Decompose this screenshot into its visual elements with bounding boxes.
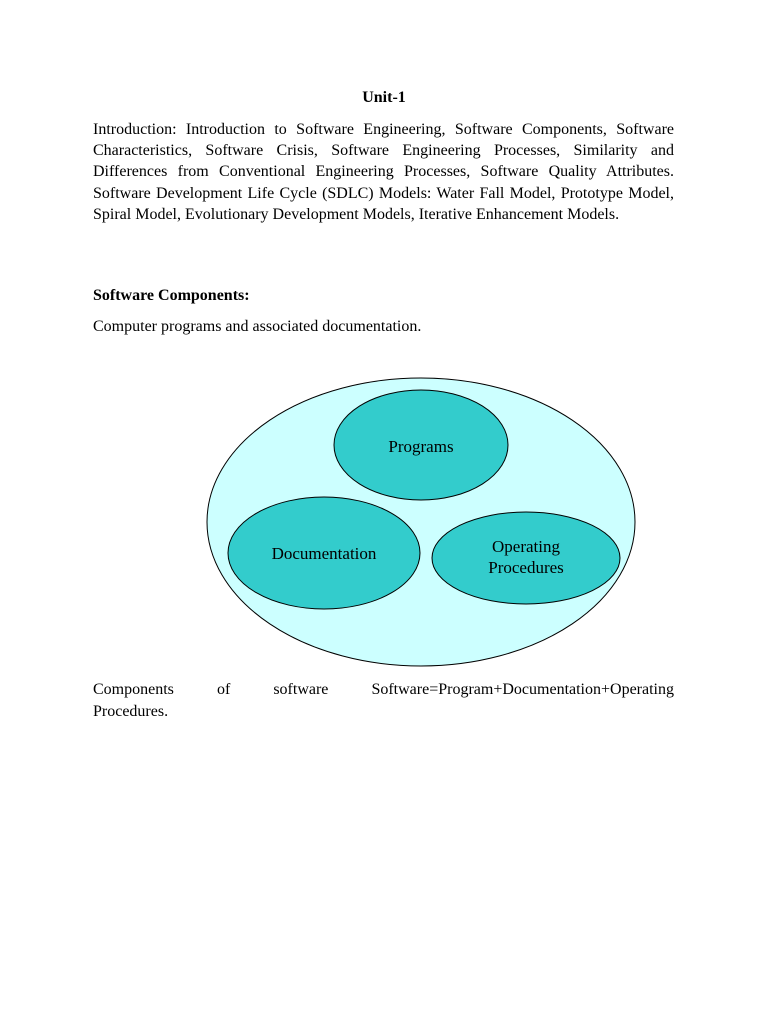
formula-line-continuation: Procedures. (93, 702, 169, 720)
formula-word: Components (93, 681, 174, 698)
operating-label: Operating (492, 537, 560, 556)
section-heading: Software Components: (93, 287, 250, 304)
software-components-diagram (200, 372, 642, 672)
formula-paragraph (93, 679, 674, 722)
formula-word: software (273, 681, 329, 698)
page-title: Unit-1 (362, 89, 406, 106)
formula-line (93, 679, 674, 701)
formula-word: of (216, 681, 231, 698)
procedures-label: Procedures (488, 558, 564, 577)
intro-paragraph: Introduction: Introduction to Software Engineering, Software Components, Software Characteristics, Software Crisis, Software Engineering Processes, Similarity and Differences from Conventional Engineering Processes, Software Quality Attributes. Software Development Life Cycle (SDLC) Models: Water Fall Model, Prototype Model, Spiral Model, Evolutionary Development Models, Iterative Enhancement Models. (93, 121, 674, 223)
documentation-label: Documentation (271, 544, 377, 563)
section-text: Computer programs and associated documentation. (93, 318, 422, 335)
programs-label: Programs (388, 437, 454, 456)
formula-equation: Software=Program+Documentation+Operating (371, 681, 674, 698)
